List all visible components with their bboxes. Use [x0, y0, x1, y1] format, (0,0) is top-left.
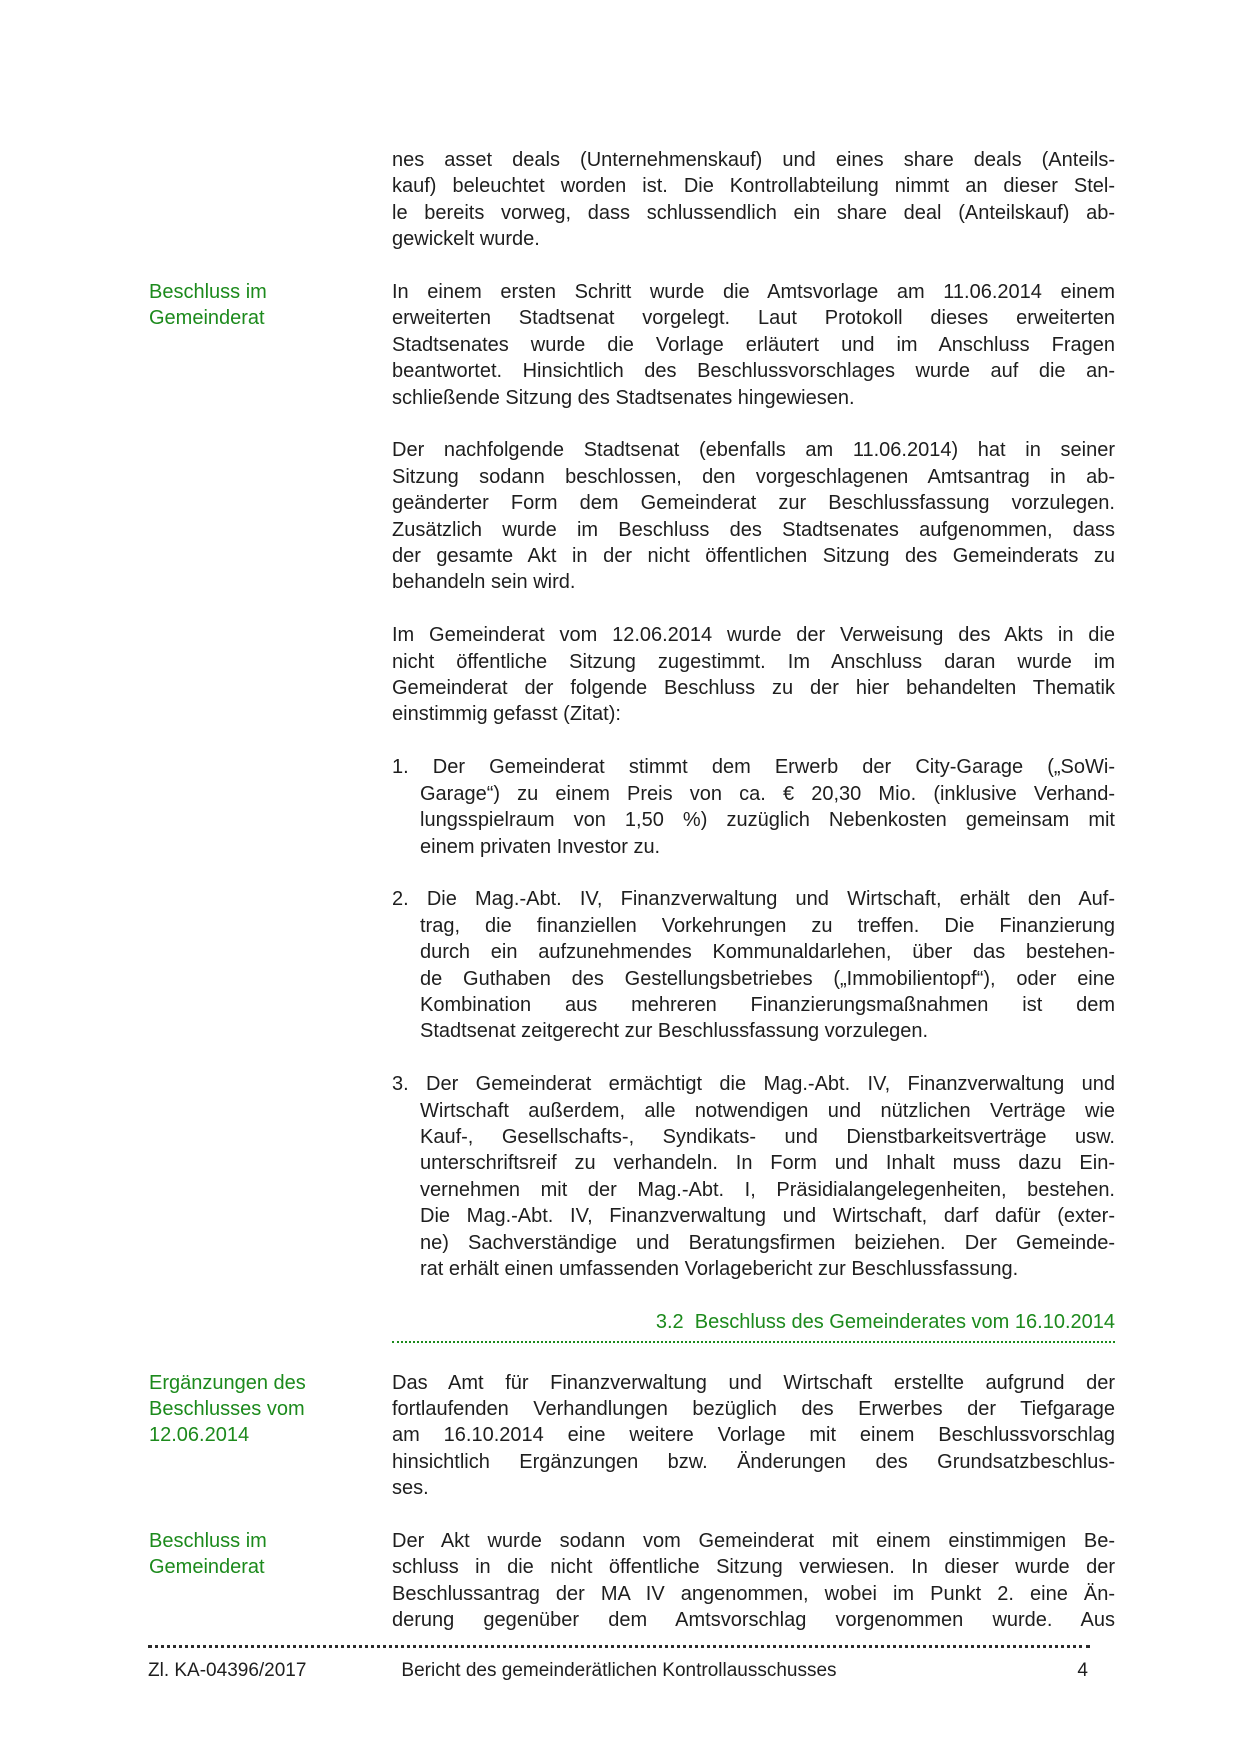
- paragraph-text: [392, 1370, 1115, 1502]
- text-line: Stadtsenates wurde die Vorlage erläutert und im Anschluss Fragen: [392, 333, 1115, 356]
- text-line: der gesamte Akt in der nicht öffentlichen Sitzung des Gemeinderats zu: [392, 545, 1115, 568]
- text-line: Gemeinderat der folgende Beschluss zu der hier behandelten Thematik: [392, 677, 1115, 700]
- text-line: Sitzung sodann beschlossen, den vorgeschlagenen Amtsantrag in ab-: [392, 465, 1115, 488]
- text-line: vernehmen mit der Mag.-Abt. I, Präsidialangelegenheiten, bestehen.: [420, 1178, 1115, 1201]
- paragraph-text: [392, 147, 1115, 253]
- text-line: Stadtsenat zeitgerecht zur Beschlussfassung vorzulegen.: [420, 1020, 929, 1043]
- margin-label-line: Beschluss im: [149, 281, 267, 304]
- text-line: nes asset deals (Unternehmenskauf) und eines share deals (Anteils-: [392, 149, 1115, 171]
- text-line: Der Akt wurde sodann vom Gemeinderat mit einem einstimmigen Be-: [392, 1529, 1115, 1552]
- text-line: hinsichtlich Ergänzungen bzw. Änderungen des Grundsatzbeschlus-: [392, 1450, 1115, 1473]
- text-line: am 16.10.2014 eine weitere Vorlage mit einem Beschlussvorschlag: [392, 1424, 1115, 1447]
- text-line: Der nachfolgende Stadtsenat (ebenfalls am 11.06.2014) hat in seiner: [392, 439, 1115, 462]
- list-item-text: [392, 754, 1115, 860]
- text-line: Im Gemeinderat vom 12.06.2014 wurde der Verweisung des Akts in die: [392, 624, 1115, 647]
- text-line: unterschriftsreif zu verhandeln. In Form und Inhalt muss dazu Ein-: [420, 1152, 1115, 1175]
- margin-label-line: Gemeinderat: [149, 307, 265, 330]
- paragraph: [392, 622, 1115, 728]
- list-item-text: [392, 1071, 1115, 1282]
- text-line: beantwortet. Hinsichtlich des Beschlussvorschlages wurde auf die an-: [392, 360, 1115, 383]
- list-item: [392, 1071, 1115, 1282]
- footer: [148, 1645, 1090, 1689]
- paragraph: [149, 279, 1115, 411]
- text-line: schließende Sitzung des Stadtsenates hingewiesen.: [392, 386, 855, 409]
- paragraph-text: [392, 1528, 1115, 1634]
- section-heading: [392, 1309, 1115, 1343]
- margin-label-line: Gemeinderat: [149, 1556, 265, 1579]
- text-line: durch ein aufzunehmendes Kommunaldarlehen, über das bestehen-: [420, 941, 1115, 964]
- paragraph-text: [392, 437, 1115, 595]
- text-line: 3. Der Gemeinderat ermächtigt die Mag.-Abt. IV, Finanzverwaltung und: [392, 1073, 1115, 1096]
- text-line: behandeln sein wird.: [392, 571, 576, 594]
- text-line: gewickelt wurde.: [392, 228, 540, 251]
- list-item: [392, 886, 1115, 1044]
- margin-label-line: Ergänzungen des: [149, 1371, 306, 1394]
- footer-reference: Zl. KA-04396/2017: [148, 1660, 307, 1681]
- text-line: Kauf-, Gesellschafts-, Syndikats- und Dienstbarkeitsverträge usw.: [420, 1125, 1115, 1148]
- section-heading-text: 3.2 Beschluss des Gemeinderates vom 16.10.2014: [392, 1309, 1115, 1343]
- paragraph: [149, 1370, 1115, 1502]
- footer-title: Bericht des gemeinderätlichen Kontrollausschusses: [401, 1660, 837, 1681]
- margin-label: [149, 1370, 384, 1449]
- text-line: Garage“) zu einem Preis von ca. € 20,30 Mio. (inklusive Verhand-: [420, 782, 1115, 805]
- text-line: Zusätzlich wurde im Beschluss des Stadtsenates aufgenommen, dass: [392, 518, 1115, 541]
- text-line: derung gegenüber dem Amtsvorschlag vorgenommen wurde. Aus: [392, 1609, 1115, 1632]
- list-item: [392, 754, 1115, 860]
- margin-label: [149, 1528, 384, 1581]
- text-line: fortlaufenden Verhandlungen bezüglich des Erwerbes der Tiefgarage: [392, 1397, 1115, 1420]
- text-line: 1. Der Gemeinderat stimmt dem Erwerb der City-Garage („SoWi-: [392, 756, 1115, 779]
- margin-label: [149, 279, 384, 332]
- text-line: einem privaten Investor zu.: [420, 835, 661, 858]
- paragraph: [392, 147, 1115, 253]
- text-line: trag, die finanziellen Vorkehrungen zu treffen. Die Finanzierung: [420, 914, 1115, 937]
- margin-label-line: 12.06.2014: [149, 1424, 250, 1447]
- list-item-text: [392, 886, 1115, 1044]
- text-line: Die Mag.-Abt. IV, Finanzverwaltung und Wirtschaft, darf dafür (exter-: [420, 1205, 1115, 1228]
- text-line: ses.: [392, 1477, 429, 1500]
- text-line: Wirtschaft außerdem, alle notwendigen und nützlichen Verträge wie: [420, 1099, 1115, 1122]
- text-line: Das Amt für Finanzverwaltung und Wirtschaft erstellte aufgrund der: [392, 1371, 1115, 1394]
- text-line: de Guthaben des Gestellungsbetriebes („Immobilientopf“), oder eine: [420, 967, 1115, 990]
- text-line: 2. Die Mag.-Abt. IV, Finanzverwaltung und Wirtschaft, erhält den Auf-: [392, 888, 1115, 911]
- footer-page-number: 4: [1077, 1660, 1088, 1681]
- paragraph: [149, 1528, 1115, 1634]
- paragraph: [392, 437, 1115, 595]
- paragraph-text: [392, 279, 1115, 411]
- text-line: erweiterten Stadtsenat vorgelegt. Laut Protokoll dieses erweiterten: [392, 307, 1115, 330]
- text-line: schluss in die nicht öffentliche Sitzung verwiesen. In dieser wurde der: [392, 1556, 1115, 1579]
- text-line: Beschlussantrag der MA IV angenommen, wobei im Punkt 2. eine Än-: [392, 1582, 1115, 1605]
- text-line: Kombination aus mehreren Finanzierungsmaßnahmen ist dem: [420, 993, 1115, 1016]
- document-body: [149, 147, 1115, 1660]
- text-line: ne) Sachverständige und Beratungsfirmen beiziehen. Der Gemeinde-: [420, 1231, 1115, 1254]
- text-line: le bereits vorweg, dass schlussendlich ein share deal (Anteilskauf) ab-: [392, 201, 1115, 224]
- text-line: nicht öffentliche Sitzung zugestimmt. Im Anschluss daran wurde im: [392, 650, 1115, 673]
- text-line: In einem ersten Schritt wurde die Amtsvorlage am 11.06.2014 einem: [392, 281, 1115, 304]
- text-line: einstimmig gefasst (Zitat):: [392, 703, 621, 726]
- text-line: kauf) beleuchtet worden ist. Die Kontrollabteilung nimmt an dieser Stel-: [392, 175, 1115, 198]
- text-line: rat erhält einen umfassenden Vorlagebericht zur Beschlussfassung.: [420, 1257, 1019, 1280]
- margin-label-line: Beschluss im: [149, 1529, 267, 1552]
- text-line: lungsspielraum von 1,50 %) zuzüglich Nebenkosten gemeinsam mit: [420, 809, 1115, 832]
- paragraph-text: [392, 622, 1115, 728]
- margin-label-line: Beschlusses vom: [149, 1397, 305, 1420]
- text-line: geänderter Form dem Gemeinderat zur Beschlussfassung vorzulegen.: [392, 492, 1115, 515]
